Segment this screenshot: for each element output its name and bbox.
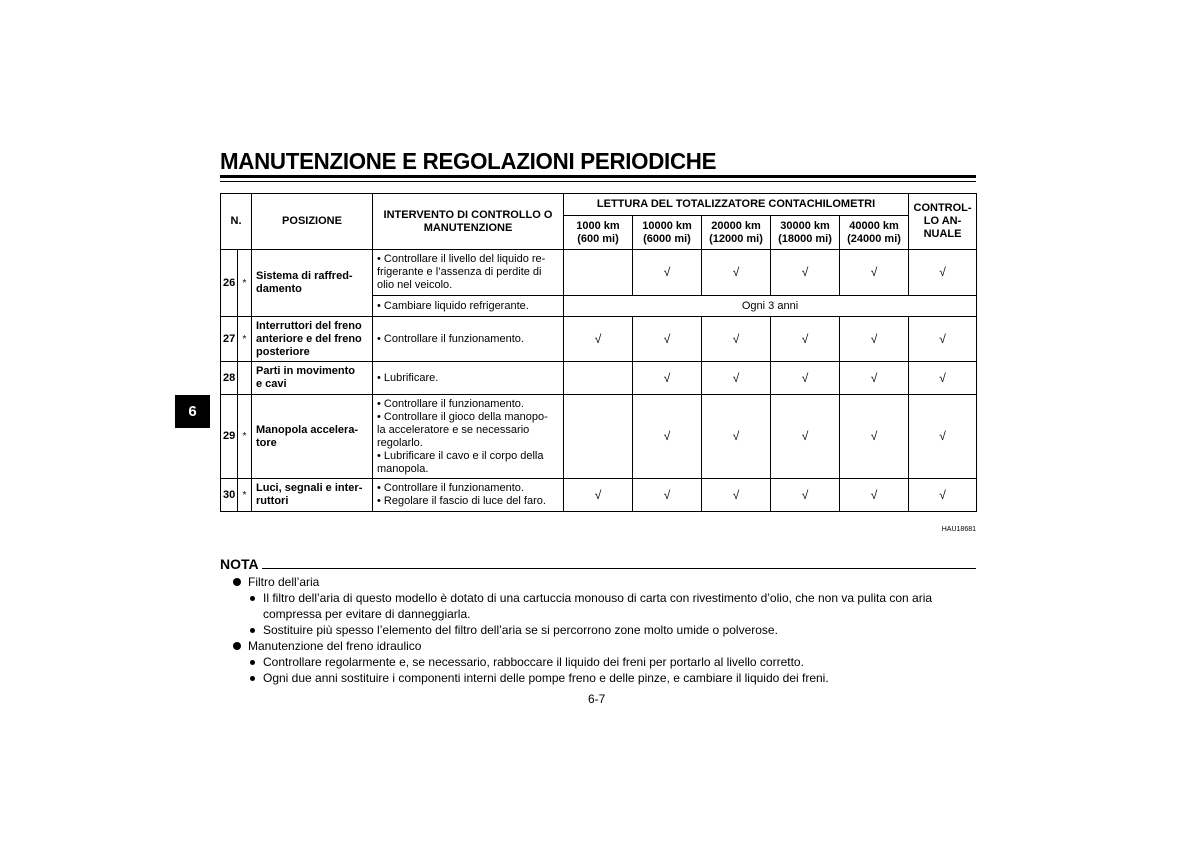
check-cell: √ xyxy=(909,479,977,512)
check-cell: √ xyxy=(633,250,702,296)
chapter-tab: 6 xyxy=(175,395,210,428)
row-number: 30 xyxy=(221,479,238,512)
check-cell: √ xyxy=(840,479,909,512)
nota-body xyxy=(220,574,980,686)
action-item: • Controllare il funzionamento. xyxy=(377,332,524,345)
row-position: Interruttori del freno anteriore e del freno posteriore xyxy=(252,317,373,362)
check-cell: √ xyxy=(633,362,702,395)
row-action xyxy=(373,250,564,296)
table-row xyxy=(221,362,977,395)
row-position: Manopola accelera- tore xyxy=(252,395,373,479)
check-cell xyxy=(564,362,633,395)
reference-code: HAU18681 xyxy=(941,526,976,533)
check-cell: √ xyxy=(840,317,909,362)
action-item: • Cambiare liquido refrigerante. xyxy=(377,299,529,312)
row-action xyxy=(373,362,564,395)
check-cell: √ xyxy=(702,250,771,296)
action-item: • Controllare il livello del liquido re- frigerante e l’assenza di perdite di olio nel veicolo. xyxy=(377,253,546,291)
row-position: Luci, segnali e inter- ruttori xyxy=(252,479,373,512)
row-position: Parti in movimento e cavi xyxy=(252,362,373,395)
bullet-small-dot-icon xyxy=(250,676,255,681)
check-cell: √ xyxy=(702,317,771,362)
row-action xyxy=(373,395,564,479)
check-cell: √ xyxy=(909,317,977,362)
check-cell: √ xyxy=(909,362,977,395)
page-title: MANUTENZIONE E REGOLAZIONI PERIODICHE xyxy=(220,148,717,174)
bullet-small-dot-icon xyxy=(250,660,255,665)
table-row xyxy=(221,479,977,512)
maintenance-table xyxy=(220,193,977,512)
bullet-small-dot-icon xyxy=(250,596,255,601)
bullet-dot-icon xyxy=(233,578,241,586)
row-number: 28 xyxy=(221,362,238,395)
check-cell: √ xyxy=(702,479,771,512)
action-item: • Controllare il funzionamento. xyxy=(377,397,524,410)
check-cell: √ xyxy=(771,317,840,362)
bullet-small-dot-icon xyxy=(250,628,255,633)
action-item: • Controllare il funzionamento. xyxy=(377,482,524,494)
check-cell: √ xyxy=(771,479,840,512)
row-action xyxy=(373,317,564,362)
header-interval: 30000 km (18000 mi) xyxy=(771,216,840,250)
row-star: * xyxy=(238,317,252,362)
check-cell: √ xyxy=(840,395,909,479)
row-action xyxy=(373,479,564,512)
header-interval: 10000 km (6000 mi) xyxy=(633,216,702,250)
nota-subitem: Sostituire più spesso l’elemento del filtro dell’aria se si percorrono zone molto umide o polverose. xyxy=(220,622,980,638)
interval-merged-cell: Ogni 3 anni xyxy=(564,296,977,317)
row-number: 26 xyxy=(221,250,238,317)
check-cell: √ xyxy=(840,250,909,296)
check-cell: √ xyxy=(840,362,909,395)
row-star: * xyxy=(238,250,252,317)
row-number: 29 xyxy=(221,395,238,479)
header-annual: CONTROL- LO AN- NUALE xyxy=(909,194,977,250)
header-odometer: LETTURA DEL TOTALIZZATORE CONTACHILOMETRI xyxy=(564,194,909,216)
nota-subitem: Il filtro dell’aria di questo modello è dotato di una cartuccia monouso di carta con rivestimento d’olio, che non va pulita con aria compressa per evitare di danneggiarla. xyxy=(220,590,980,622)
check-cell xyxy=(564,250,633,296)
check-cell: √ xyxy=(564,317,633,362)
check-cell: √ xyxy=(771,362,840,395)
action-item: • Controllare il gioco della manopo- la acceleratore e se necessario regolarlo. xyxy=(377,410,548,449)
header-interval: 1000 km (600 mi) xyxy=(564,216,633,250)
nota-item: Filtro dell’aria xyxy=(220,574,980,590)
table-row xyxy=(221,317,977,362)
nota-subitem: Ogni due anni sostituire i componenti interni delle pompe freno e delle pinze, e cambiare il liquido dei freni. xyxy=(220,670,980,686)
table-row xyxy=(221,395,977,479)
check-cell: √ xyxy=(633,317,702,362)
check-cell xyxy=(564,395,633,479)
check-cell: √ xyxy=(633,395,702,479)
check-cell: √ xyxy=(702,362,771,395)
row-action xyxy=(373,296,564,317)
nota-rule xyxy=(262,568,976,569)
page-number: 6-7 xyxy=(588,692,606,706)
action-item: • Regolare il fascio di luce del faro. xyxy=(377,495,546,507)
check-cell: √ xyxy=(771,395,840,479)
header-position: POSIZIONE xyxy=(252,194,373,250)
header-no: N. xyxy=(221,194,252,250)
nota-heading: NOTA xyxy=(220,556,259,572)
header-interval: 40000 km (24000 mi) xyxy=(840,216,909,250)
row-position: Sistema di raffred- damento xyxy=(252,250,373,317)
check-cell: √ xyxy=(771,250,840,296)
action-item: • Lubrificare. xyxy=(377,371,439,384)
nota-subitem: Controllare regolarmente e, se necessario, rabboccare il liquido dei freni per portarlo al livello corretto. xyxy=(220,654,980,670)
row-number: 27 xyxy=(221,317,238,362)
row-star: * xyxy=(238,479,252,512)
check-cell: √ xyxy=(633,479,702,512)
nota-item: Manutenzione del freno idraulico xyxy=(220,638,980,654)
table-row xyxy=(221,250,977,296)
check-cell: √ xyxy=(909,395,977,479)
action-item: • Lubrificare il cavo e il corpo della manopola. xyxy=(377,449,544,475)
row-star: * xyxy=(238,395,252,479)
check-cell: √ xyxy=(702,395,771,479)
check-cell: √ xyxy=(564,479,633,512)
title-rule-thin xyxy=(220,181,976,182)
header-action: INTERVENTO DI CONTROLLO O MANUTENZIONE xyxy=(373,194,564,250)
header-interval: 20000 km (12000 mi) xyxy=(702,216,771,250)
title-rule-thick xyxy=(220,175,976,178)
row-star xyxy=(238,362,252,395)
bullet-dot-icon xyxy=(233,642,241,650)
check-cell: √ xyxy=(909,250,977,296)
